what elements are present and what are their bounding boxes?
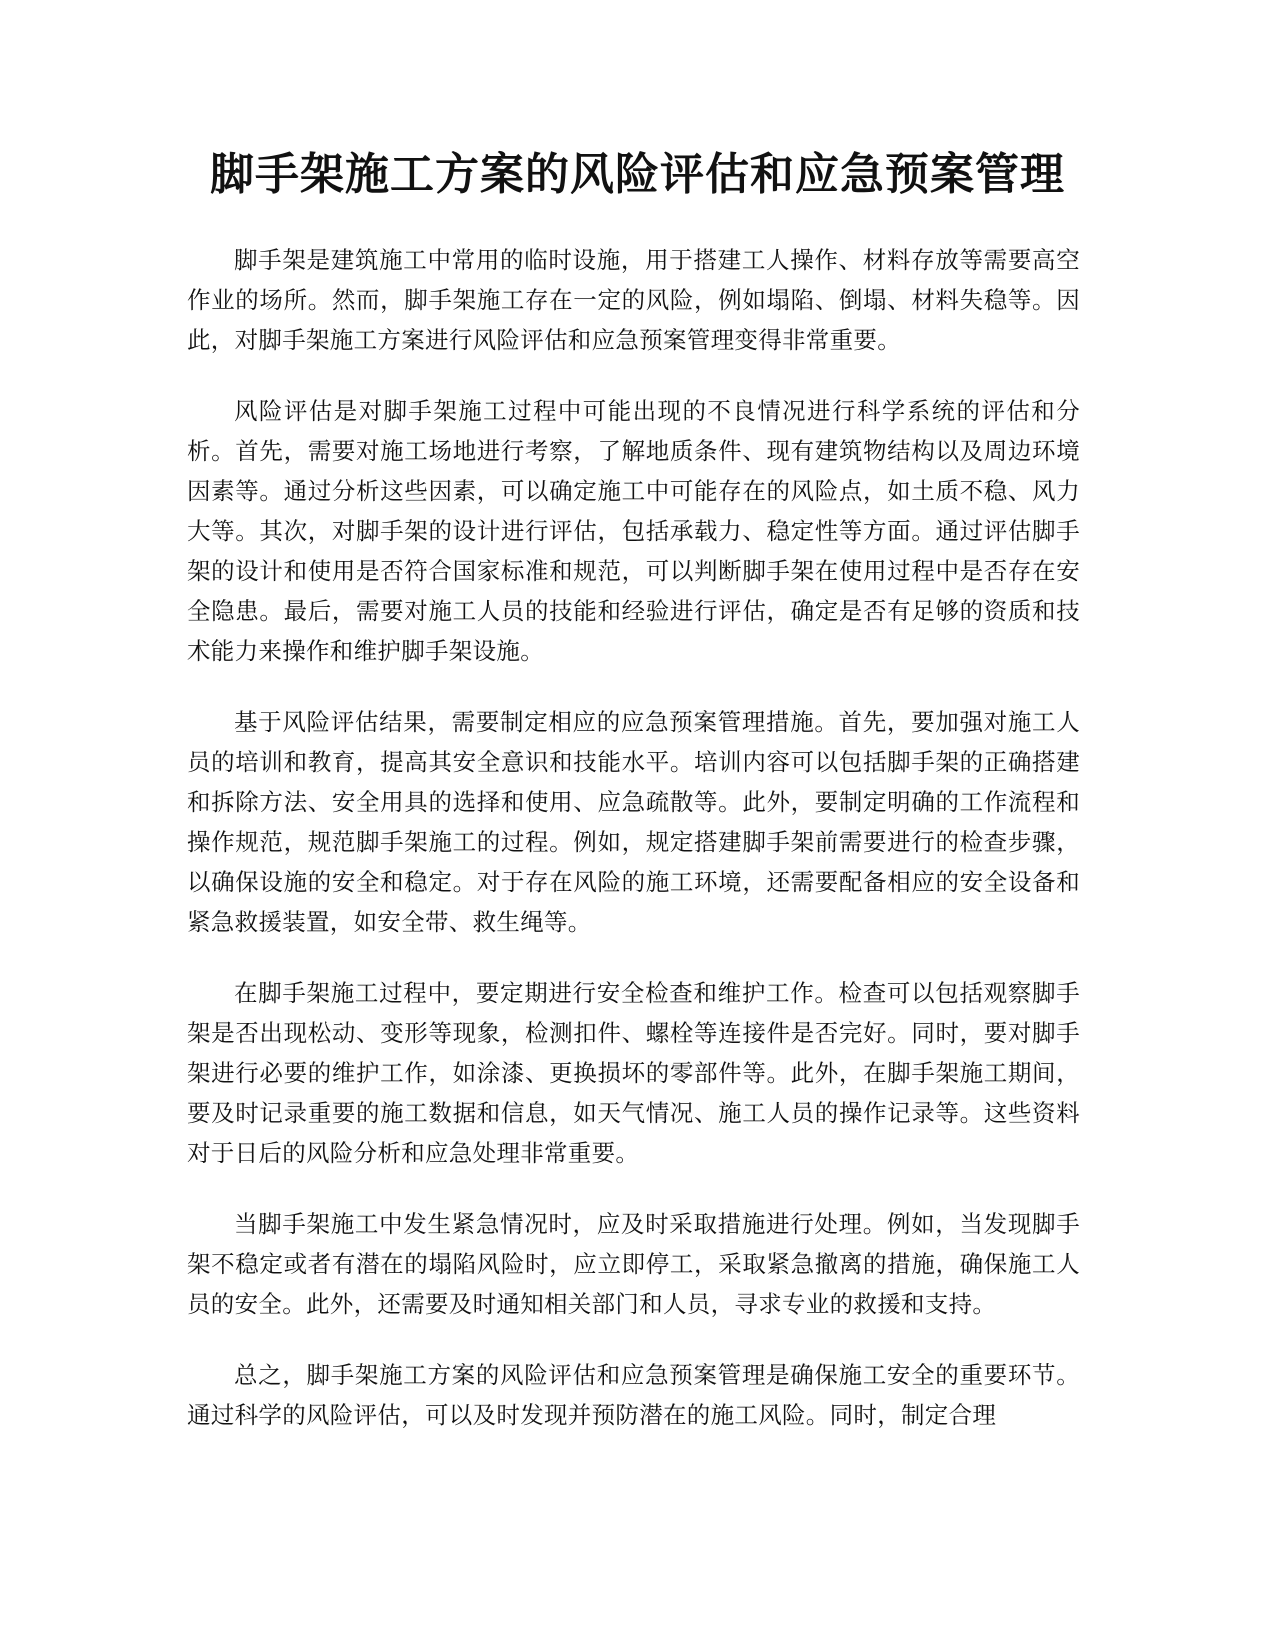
- paragraph-inspection-maintenance: 在脚手架施工过程中，要定期进行安全检查和维护工作。检查可以包括观察脚手架是否出现松动、变形等现象，检测扣件、螺栓等连接件是否完好。同时，要对脚手架进行必要的维护工作，如涂漆、更换损坏的零部件等。此外，在脚手架施工期间，要及时记录重要的施工数据和信息，如天气情况、施工人员的操作记录等。这些资料对于日后的风险分析和应急处理非常重要。: [187, 979, 1080, 1167]
- document-body: [187, 240, 1080, 1466]
- paragraph-emergency-measures: 基于风险评估结果，需要制定相应的应急预案管理措施。首先，要加强对施工人员的培训和教育，提高其安全意识和技能水平。培训内容可以包括脚手架的正确搭建和拆除方法、安全用具的选择和使用、应急疏散等。此外，要制定明确的工作流程和操作规范，规范脚手架施工的过程。例如，规定搭建脚手架前需要进行的检查步骤，以确保设施的安全和稳定。对于存在风险的施工环境，还需要配备相应的安全设备和紧急救援装置，如安全带、救生绳等。: [187, 708, 1080, 936]
- document-title: 脚手架施工方案的风险评估和应急预案管理: [210, 149, 1065, 200]
- paragraph-risk-assessment: 风险评估是对脚手架施工过程中可能出现的不良情况进行科学系统的评估和分析。首先，需要对施工场地进行考察，了解地质条件、现有建筑物结构以及周边环境因素等。通过分析这些因素，可以确定施工中可能存在的风险点，如土质不稳、风力大等。其次，对脚手架的设计进行评估，包括承载力、稳定性等方面。通过评估脚手架的设计和使用是否符合国家标准和规范，可以判断脚手架在使用过程中是否存在安全隐患。最后，需要对施工人员的技能和经验进行评估，确定是否有足够的资质和技术能力来操作和维护脚手架设施。: [187, 397, 1080, 665]
- paragraph-conclusion: 总之，脚手架施工方案的风险评估和应急预案管理是确保施工安全的重要环节。通过科学的风险评估，可以及时发现并预防潜在的施工风险。同时，制定合理: [187, 1361, 1080, 1429]
- paragraph-intro: 脚手架是建筑施工中常用的临时设施，用于搭建工人操作、材料存放等需要高空作业的场所。然而，脚手架施工存在一定的风险，例如塌陷、倒塌、材料失稳等。因此，对脚手架施工方案进行风险评估和应急预案管理变得非常重要。: [187, 246, 1080, 354]
- paragraph-emergency-response: 当脚手架施工中发生紧急情况时，应及时采取措施进行处理。例如，当发现脚手架不稳定或者有潜在的塌陷风险时，应立即停工，采取紧急撤离的措施，确保施工人员的安全。此外，还需要及时通知相关部门和人员，寻求专业的救援和支持。: [187, 1210, 1080, 1318]
